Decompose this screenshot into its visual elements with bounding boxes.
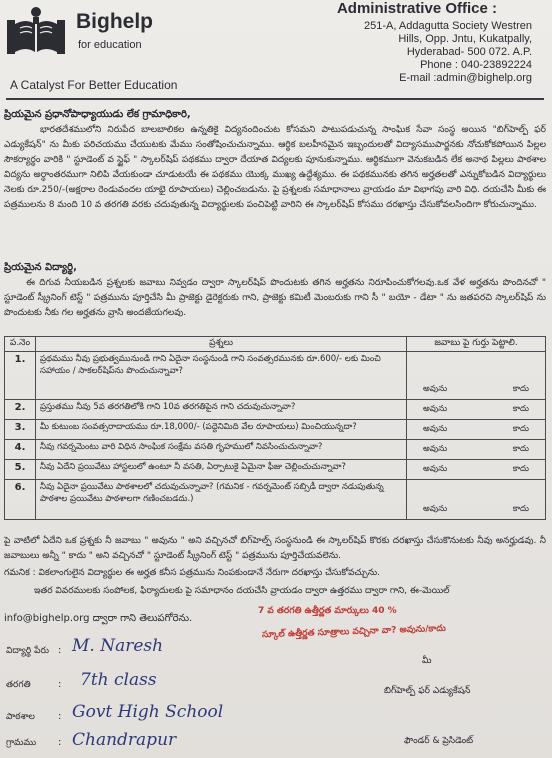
column-header-answer: జవాబు పై గుర్తు పెట్టాలి.: [407, 337, 546, 352]
office-address: [302, 0, 532, 85]
student-name-label: విద్యార్థి పేరు: [6, 646, 49, 656]
answer-cell: [407, 480, 546, 520]
field-colon: :: [58, 737, 62, 748]
eligibility-note: పై వాటిలో ఏదేని ఒక ప్రశ్నకు నీ జవాబు " అవును " అని వచ్చినచో బిగ్‌హెల్ప్ సంస్థనుండి ఈ స్కాలర్‌షిప్ కొరకు దరఖాస్తు చేసుకొనుటకు నీవు అనర్హుడవు. నీ జవాబులు అన్నీ " కాదు " అని వచ్చినచో " స్టూడెంట్ స్క్రీనింగ్ టెస్ట్ " పత్రమును పూర్తిచేయవలెను.: [4, 536, 546, 561]
class-label: తరగతి: [6, 680, 31, 690]
brand-subtitle: for education: [78, 39, 142, 51]
answer-yes-option[interactable]: అవును: [423, 504, 448, 514]
table-row: [5, 480, 546, 520]
question-number: 5.: [5, 460, 36, 480]
contact-email-line: info@bighelp.org ద్వారా గాని తెలుపగోరెను.: [4, 613, 193, 624]
question-number: 6.: [5, 480, 36, 520]
answer-cell: [407, 440, 546, 460]
question-text: నీవు ఏదేని ప్రయివేటు హాస్టలులో ఉంటూ నీ వసతి, ఏర్పాటుకై ఏమైనా ఫీజు చెల్లించుచున్నావా?: [36, 460, 407, 480]
answer-cell: [407, 460, 546, 480]
question-text: నీవు ఏదైనా ప్రయివేటు పాఠశాలలో చదువుచున్నావా? (గమనిక - గవర్నమెంట్ సబ్సిడీ ద్వారా నడుపుతున్న పాఠశాల ప్రయివేటు పాఠశాలగా గణించబడదు.): [36, 480, 407, 520]
class-value[interactable]: 7th class: [80, 670, 157, 690]
table-header-row: [5, 337, 546, 352]
contact-note: ఇతర వివరములకు సంపోలక, ఫిర్యాదులకు పై సమాధానం దయచేసి వ్రాయడం ద్వారా ఉత్తరము ద్వారా గాని, ఈ-మెయిల్: [34, 586, 450, 596]
office-title: Administrative Office :: [336, 0, 498, 17]
bighelp-logo-icon: [6, 6, 66, 56]
office-email: E-mail :admin@bighelp.org: [399, 72, 532, 84]
answer-yes-option[interactable]: అవును: [423, 424, 448, 434]
salutation-headmaster: ప్రియమైన ప్రధానోపాధ్యాయుడు లేక గ్రామాధికారి,: [4, 109, 191, 120]
field-colon: :: [58, 679, 62, 690]
answer-no-option[interactable]: కాదు: [512, 444, 529, 454]
village-label: గ్రామము: [6, 738, 37, 748]
office-address-line: Hyderabad- 500 072. A.P.: [406, 46, 532, 58]
answer-cell: [407, 400, 546, 420]
salutation-student: ప్రియమైన విద్యార్థి,: [4, 262, 77, 273]
question-text: నీవు గవర్నమెంటు వారి విధిన సాంఘిక సంక్షేమ వసతి గృహములో నివసించుచున్నావా?: [36, 440, 407, 460]
signature-closing: మీ: [422, 656, 432, 666]
answer-yes-option[interactable]: అవును: [423, 404, 448, 414]
signature-role: ఫౌండర్ & ప్రెసిడెంట్: [404, 736, 474, 746]
table-row: [5, 460, 546, 480]
disabled-students-note: గమనిక : వికలాంగులైన విద్యార్థుల ఈ అర్హత కనీస పత్రమును నింపకుండానే నేరుగా దరఖాస్తు చేసుకోవచ్చును.: [4, 568, 380, 578]
answer-no-option[interactable]: కాదు: [512, 504, 529, 514]
office-phone: Phone : 040-23892224: [420, 59, 532, 71]
table-row: [5, 420, 546, 440]
signature-organization: బిగ్‌హెల్ప్ ఫర్ ఎడ్యుకేషన్: [384, 686, 471, 696]
tagline: A Catalyst For Better Education: [10, 78, 178, 92]
school-label: పాఠశాల: [6, 712, 35, 722]
office-address-line: 251-A, Addagutta Society Westren: [364, 20, 532, 32]
question-text: ప్రస్తుతము నీవు 5వ తరగతిలోకి గాని 10వ తరగతిపైన గాని చదువుచున్నావా?: [36, 400, 407, 420]
school-value[interactable]: Govt High School: [72, 702, 224, 722]
eligibility-questionnaire: [4, 336, 546, 520]
answer-cell: [407, 420, 546, 440]
column-header-number: ప.నెం: [5, 337, 36, 352]
answer-cell: [407, 352, 546, 400]
question-text: మీ కుటుంబ సంవత్సరాదాయము రూ.18,000/- (పద్దెనిమిది వేల రూపాయలు) మించియున్నదా?: [36, 420, 407, 440]
question-number: 2.: [5, 400, 36, 420]
answer-no-option[interactable]: కాదు: [512, 424, 529, 434]
answer-yes-option[interactable]: అవును: [423, 444, 448, 454]
answer-no-option[interactable]: కాదు: [512, 404, 529, 414]
question-number: 1.: [5, 352, 36, 400]
answer-no-option[interactable]: కాదు: [512, 464, 529, 474]
field-colon: :: [58, 645, 62, 656]
office-address-line: Hills, Opp. Jntu, Kukatpally,: [398, 33, 532, 45]
table-row: [5, 352, 546, 400]
instruction-paragraph: ఈ దిగువ నీయబడిన ప్రశ్నలకు జవాబు నివ్వడం ద్వారా స్కాలర్‌షిప్ పొందుటకు తగిన అర్హతను నిరూపించుకోగలవు.ఒక వేళ అర్హతను పొందినచో " స్టూడెంట్ స్క్రీనింగ్ టెస్ట్ " పత్రమును పూర్తిచేసి మీ ప్రాజెక్టు డైరెక్టరుకు గాని, ప్రాజెక్టు కమిటీ మెంబరుకు గాని సీ " బయో - డేటా " ను జతపరచి స్కాలర్‌షిప్ ను పొందుటకు నీకు గల అర్హతను వ్రాసి అందజేయగలవు.: [4, 278, 546, 318]
answer-yes-option[interactable]: అవును: [423, 384, 448, 394]
header-divider: [6, 98, 544, 100]
brand-name: Bighelp: [76, 10, 153, 33]
column-header-question: ప్రశ్నలు: [36, 337, 407, 352]
answer-no-option[interactable]: కాదు: [512, 384, 529, 394]
table-row: [5, 400, 546, 420]
answer-yes-option[interactable]: అవును: [423, 464, 448, 474]
question-text: ప్రథమము నీవు ప్రభుత్వమునుండి గాని ఏదైనా సంస్థనుండి గాని సంవత్సరమునకు రూ.600/- లకు మించి సహాయం / సాకలర్‌షిప్‌ను పొందుచున్నావా?: [36, 352, 407, 400]
handwritten-note-eligibility: స్కూల్ ఉత్తీర్ణత సూత్రాలు వచ్చినా వా? అవును/కాదు: [261, 623, 446, 641]
intro-paragraph: భారతదేశములోని నిరుపేద బాలబాలికల ఉన్నతికై విద్యనందించుట కోసమని పాటుపడుచున్న సాంఘిక సేవా సంస్థ అయిన "బిగ్‌హెల్ప్ ఫర్ ఎడ్యుకేషన్" ను మీకు పరిచయము చేయుటకు మేము సంతోషించుచున్నాము. ఆర్థిక బలహీనమైన ఇబ్బందులతో విద్యాసముపార్జనకు నోచుకోకపోయిన పిల్లల సౌకర్యార్థం వారికి " స్టూడెంట్ వ స్టైఫ్ " స్కాలర్‌షిప్ పథకము ద్వారా దేయాత విద్యలకు పూనుకున్నాము. ఆర్థికముగా వెనుకబడిన లేక అనాథ పిల్లలు పాఠశాల విద్యను అర్ధాంతరముగా నిలిపి వేయకుండా చూడుటయే ఈ పథకము యొక్క ముఖ్య ఉద్దేశ్యము. ఈ పథకమునకు తగిన అర్హతలతో ఎన్నుకోబడిన విద్యార్థులు నెలకు రూ.250/-(అక్షరాల రెండువందల యాభై రూపాయలు) చెల్లించబడును. పై ప్రశ్నలకు సమాధానాలు వ్రాయడం మా విభాగపు వారి విధి. దయచేసి మీకు ఈ పత్రములను 8 మంది 10 వ తరగతి వరకు చదువుతున్న విద్యార్థులకు పంచిపెట్టి వారిని ఈ స్కాలర్‌షిప్ కోసము దరఖాస్తు చేసుకోవలసిందిగా కోరుచున్నాము.: [4, 125, 546, 210]
handwritten-note-marks: 7 వ తరగతి ఉత్తీర్ణత మార్కులు 40 %: [258, 606, 397, 616]
question-number: 4.: [5, 440, 36, 460]
question-number: 3.: [5, 420, 36, 440]
village-value[interactable]: Chandrapur: [72, 730, 177, 750]
table-row: [5, 440, 546, 460]
field-colon: :: [58, 711, 62, 722]
student-name-value[interactable]: M. Naresh: [72, 636, 164, 656]
